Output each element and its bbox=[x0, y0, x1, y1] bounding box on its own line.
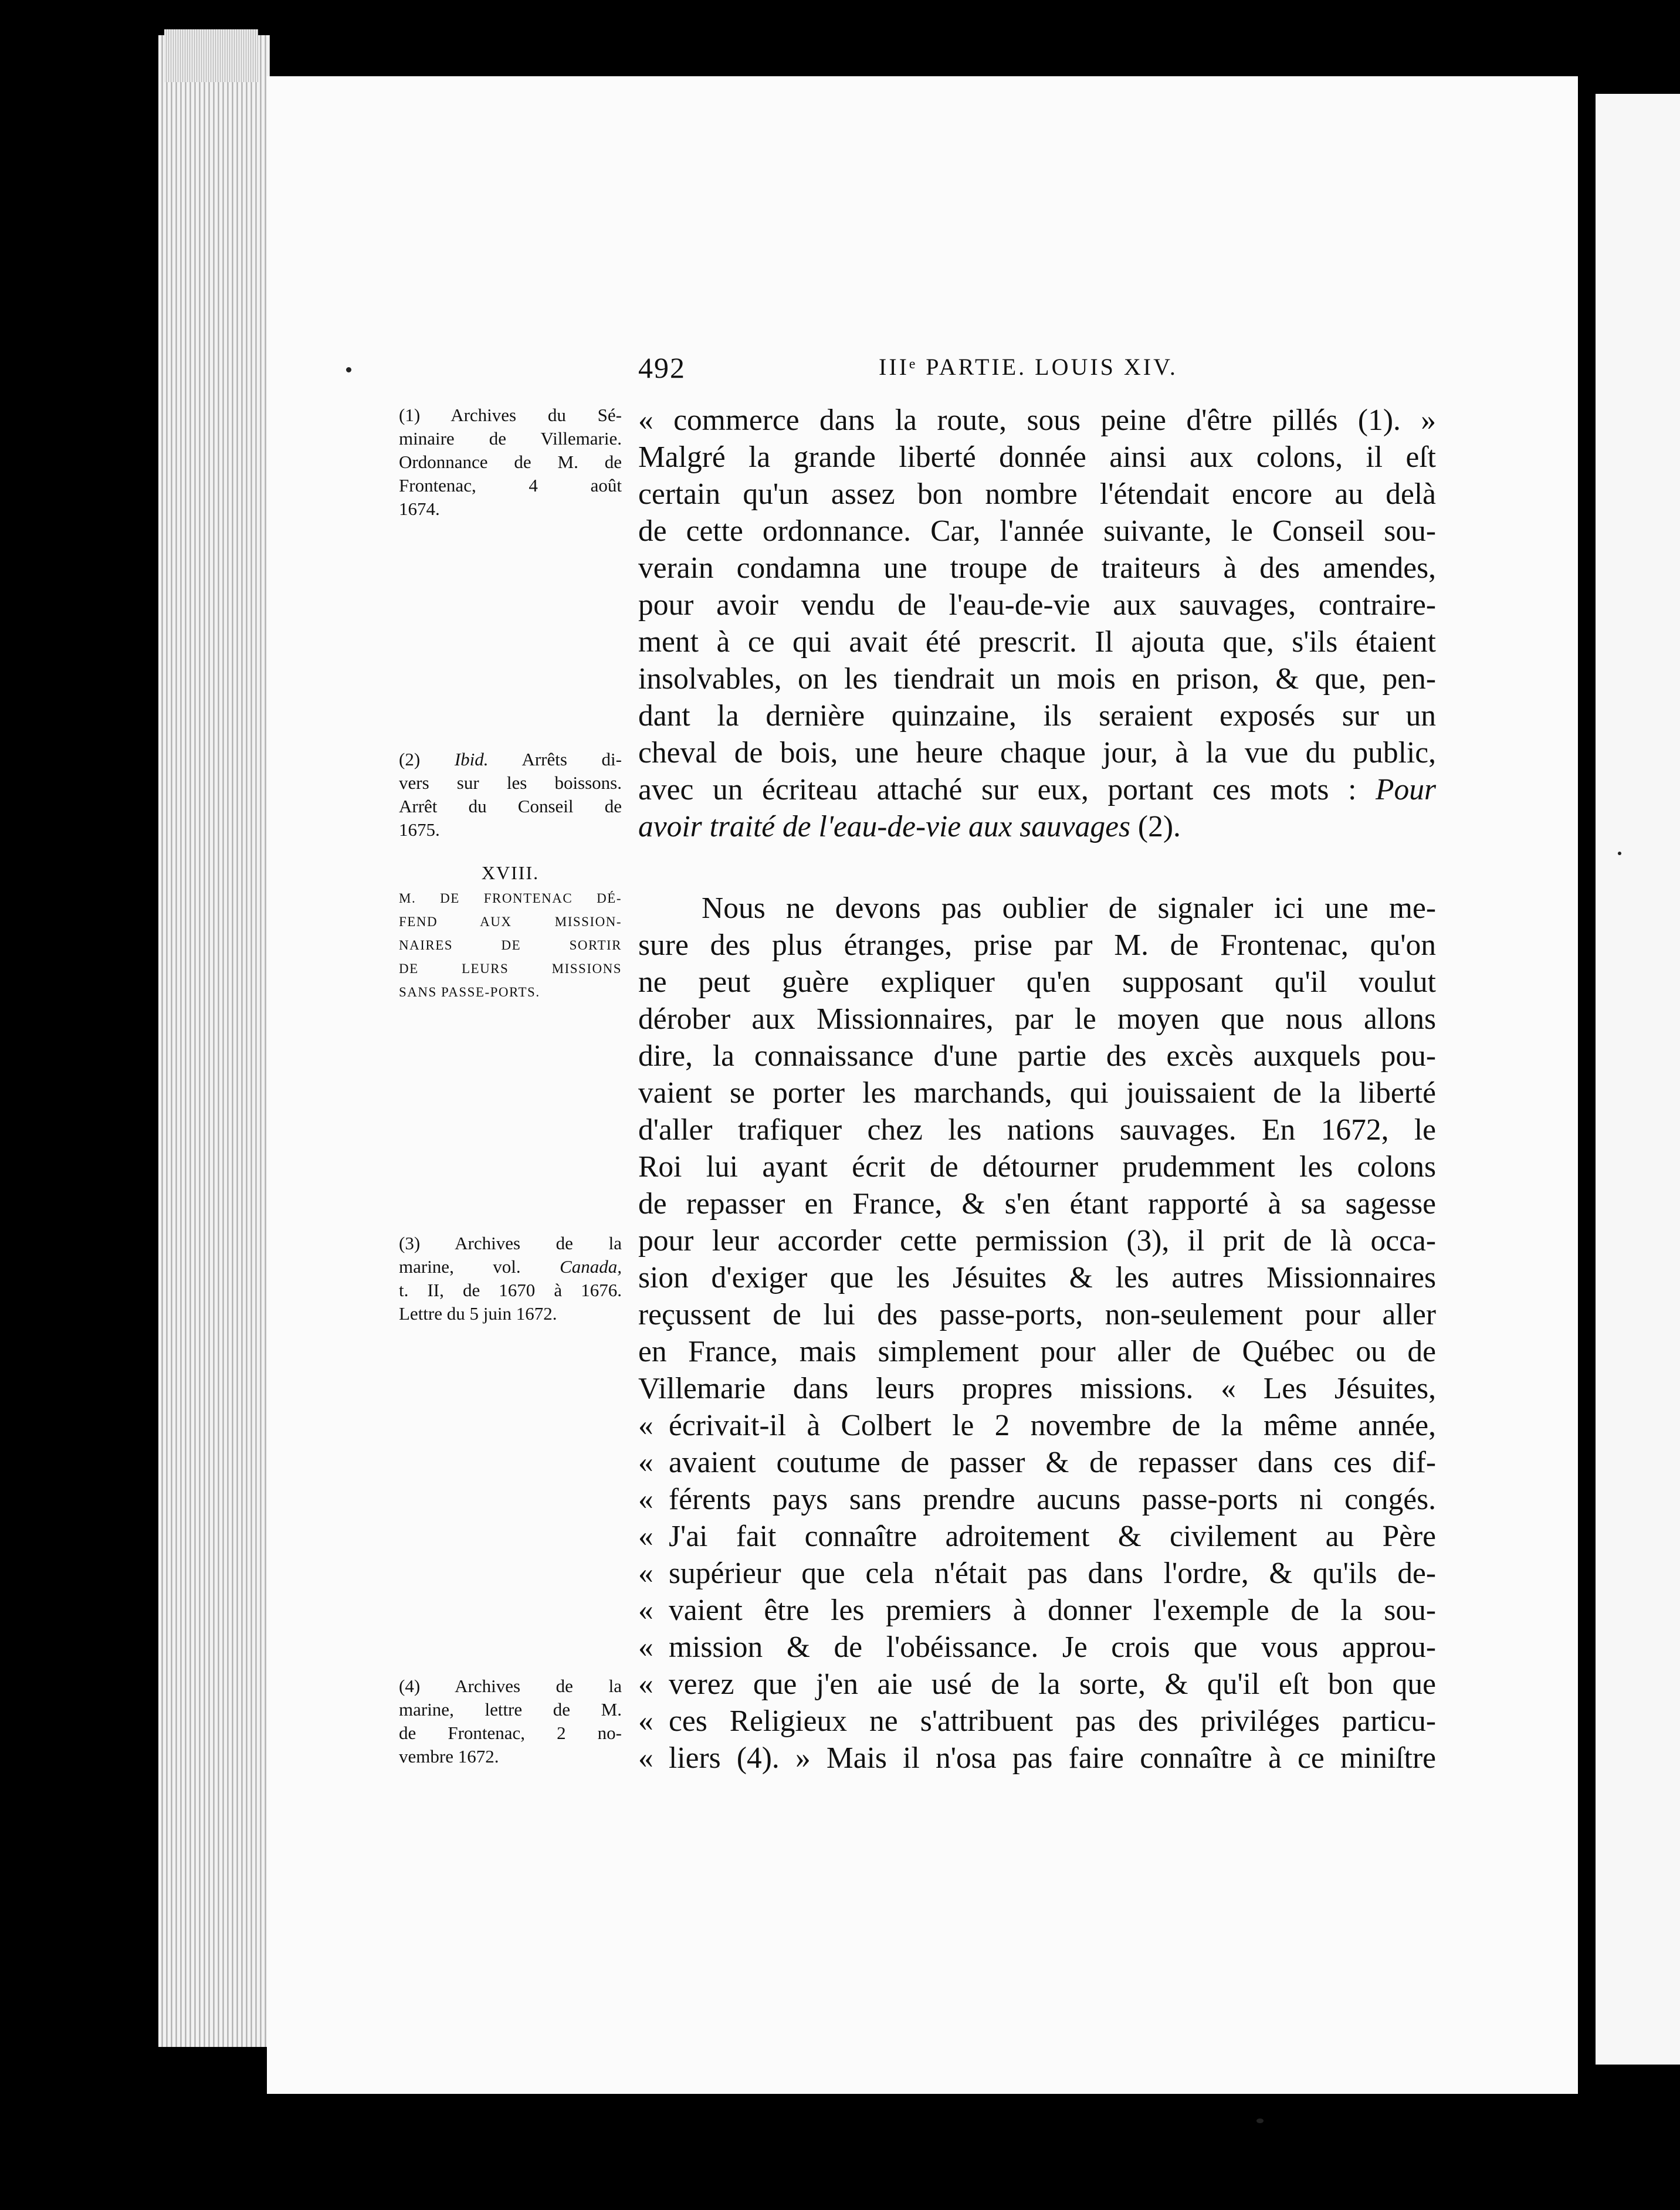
quote-mark: « bbox=[638, 1594, 653, 1627]
quote-mark: « bbox=[638, 1631, 653, 1664]
book-page-edges-top bbox=[164, 29, 258, 82]
footnote-line: (3) Archives de la bbox=[399, 1233, 622, 1253]
speck bbox=[1256, 2119, 1264, 2123]
footnote-2 bbox=[399, 748, 622, 842]
side-heading-number: XVIII. bbox=[481, 862, 540, 883]
footnote-3 bbox=[399, 1232, 622, 1326]
side-heading-line: DE LEURS MISSIONS bbox=[399, 961, 622, 976]
text-line: sion d'exiger que les Jésuites & les autres Missionnaires bbox=[638, 1261, 1436, 1294]
text-line: cheval de bois, une heure chaque jour, à la vue du public, bbox=[638, 736, 1436, 770]
footnote-line: Arrêt du Conseil de bbox=[399, 796, 622, 816]
quotation bbox=[638, 1407, 1436, 1777]
text-line: Malgré la grande liberté donnée ainsi aux colons, il eſt bbox=[638, 440, 1436, 474]
quote-mark: « bbox=[638, 1557, 653, 1590]
footnote-4 bbox=[399, 1675, 622, 1768]
quote-line: « ces Religieux ne s'attribuent pas des priviléges particu- bbox=[638, 1703, 1436, 1740]
text-line: de repasser en France, & s'en étant rapporté à sa sagesse bbox=[638, 1187, 1436, 1221]
footnote-line: Frontenac, 4 août bbox=[399, 475, 622, 496]
text-line: sure des plus étranges, prise par M. de Frontenac, qu'on bbox=[638, 928, 1436, 962]
footnote-1 bbox=[399, 404, 622, 521]
quote-line: « liers (4). » Mais il n'osa pas faire connaître à ce miniſtre bbox=[638, 1740, 1436, 1777]
paragraph-1 bbox=[638, 402, 1436, 845]
quote-line: « verez que j'en aie usé de la sorte, & qu'il eſt bon que bbox=[638, 1666, 1436, 1703]
text-line: Nous ne devons pas oublier de signaler ici une me- bbox=[702, 892, 1436, 925]
text-line: d'aller trafiquer chez les nations sauvages. En 1672, le bbox=[638, 1113, 1436, 1147]
text-line: en France, mais simplement pour aller de Québec ou de bbox=[638, 1335, 1436, 1368]
quote-mark: « bbox=[638, 1704, 653, 1738]
footnote-line: vembre 1672. bbox=[399, 1746, 499, 1767]
quote-mark: « bbox=[638, 1446, 653, 1479]
speck bbox=[1618, 852, 1621, 855]
page-number: 492 bbox=[638, 351, 686, 384]
running-head: IIIᵉ PARTIE. LOUIS XIV. bbox=[879, 354, 1178, 380]
quote-line: « férents pays sans prendre aucuns passe-ports ni congés. bbox=[638, 1481, 1436, 1518]
text-line: de cette ordonnance. Car, l'année suivante, le Conseil sou- bbox=[638, 514, 1436, 548]
side-heading-line: FEND AUX MISSION- bbox=[399, 914, 622, 929]
quote-line: « avaient coutume de passer & de repasser dans ces dif- bbox=[638, 1444, 1436, 1481]
text-line: reçussent de lui des passe-ports, non-seulement pour aller bbox=[638, 1298, 1436, 1331]
text-line: avoir traité de l'eau-de-vie aux sauvages (2). bbox=[638, 810, 1181, 843]
quote-line: « supérieur que cela n'était pas dans l'ordre, & qu'ils de- bbox=[638, 1555, 1436, 1592]
footnote-line: de Frontenac, 2 no- bbox=[399, 1723, 622, 1743]
footnote-line: minaire de Villemarie. bbox=[399, 428, 622, 449]
footnote-line: marine, lettre de M. bbox=[399, 1699, 622, 1720]
text-line: pour avoir vendu de l'eau-de-vie aux sauvages, contraire- bbox=[638, 588, 1436, 622]
footnote-line: marine, vol. Canada, bbox=[399, 1256, 622, 1277]
quote-mark: « bbox=[638, 1520, 653, 1553]
text-line: dire, la connaissance d'une partie des excès auxquels pou- bbox=[638, 1039, 1436, 1073]
footnote-line: vers sur les boissons. bbox=[399, 772, 622, 793]
side-heading-line: NAIRES DE SORTIR bbox=[399, 938, 622, 953]
text-line: certain qu'un assez bon nombre l'étendait encore au delà bbox=[638, 477, 1436, 511]
quote-line: « mission & de l'obéissance. Je crois que vous approu- bbox=[638, 1629, 1436, 1666]
quote-line: « J'ai fait connaître adroitement & civilement au Père bbox=[638, 1518, 1436, 1555]
text-line: Villemarie dans leurs propres missions. « Les Jésuites, bbox=[638, 1372, 1436, 1405]
text-line: pour leur accorder cette permission (3), il prit de là occa- bbox=[638, 1224, 1436, 1257]
quote-mark: « bbox=[638, 1409, 653, 1442]
text-line: dant la dernière quinzaine, ils seraient exposés sur un bbox=[638, 699, 1436, 733]
text-line: ne peut guère expliquer qu'en supposant qu'il voulut bbox=[638, 965, 1436, 999]
side-heading-line: M. DE FRONTENAC DÉ- bbox=[399, 891, 622, 906]
text-line: Roi lui ayant écrit de détourner prudemment les colons bbox=[638, 1150, 1436, 1184]
footnote-line: (4) Archives de la bbox=[399, 1676, 622, 1696]
quote-line: « vaient être les premiers à donner l'exemple de la sou- bbox=[638, 1592, 1436, 1629]
text-line: vaient se porter les marchands, qui jouissaient de la liberté bbox=[638, 1076, 1436, 1110]
text-line: « commerce dans la route, sous peine d'être pillés (1). » bbox=[638, 404, 1436, 437]
text-line: dérober aux Missionnaires, par le moyen que nous allons bbox=[638, 1002, 1436, 1036]
paragraph-2 bbox=[638, 890, 1436, 1407]
paragraph-gap bbox=[638, 845, 1436, 890]
footnote-line: 1675. bbox=[399, 819, 440, 840]
side-heading-line: SANS PASSE-PORTS. bbox=[399, 985, 540, 999]
quote-line: « écrivait-il à Colbert le 2 novembre de la même année, bbox=[638, 1407, 1436, 1444]
book-page-edges bbox=[158, 35, 270, 2047]
footnote-line: Lettre du 5 juin 1672. bbox=[399, 1303, 557, 1324]
facing-page-edge bbox=[1596, 94, 1680, 2065]
footnote-line: 1674. bbox=[399, 499, 440, 519]
speck bbox=[346, 367, 351, 372]
text-line: ment à ce qui avait été prescrit. Il ajouta que, s'ils étaient bbox=[638, 625, 1436, 659]
footnote-line: Ordonnance de M. de bbox=[399, 452, 622, 472]
quote-mark: « bbox=[638, 1483, 653, 1516]
quote-mark: « bbox=[638, 1667, 653, 1701]
text-line: verain condamna une troupe de traiteurs à des amendes, bbox=[638, 551, 1436, 585]
page-header bbox=[638, 351, 1436, 386]
footnote-line: (1) Archives du Sé- bbox=[399, 405, 622, 425]
main-text bbox=[638, 402, 1436, 1777]
footnote-line: t. II, de 1670 à 1676. bbox=[399, 1280, 622, 1300]
quote-mark: « bbox=[638, 1741, 653, 1775]
text-line: avec un écriteau attaché sur eux, portant ces mots : Pour bbox=[638, 773, 1436, 806]
footnote-line: (2) Ibid. Arrêts di- bbox=[399, 749, 622, 770]
side-heading bbox=[399, 861, 622, 1004]
text-line: insolvables, on les tiendrait un mois en prison, & que, pen- bbox=[638, 662, 1436, 696]
